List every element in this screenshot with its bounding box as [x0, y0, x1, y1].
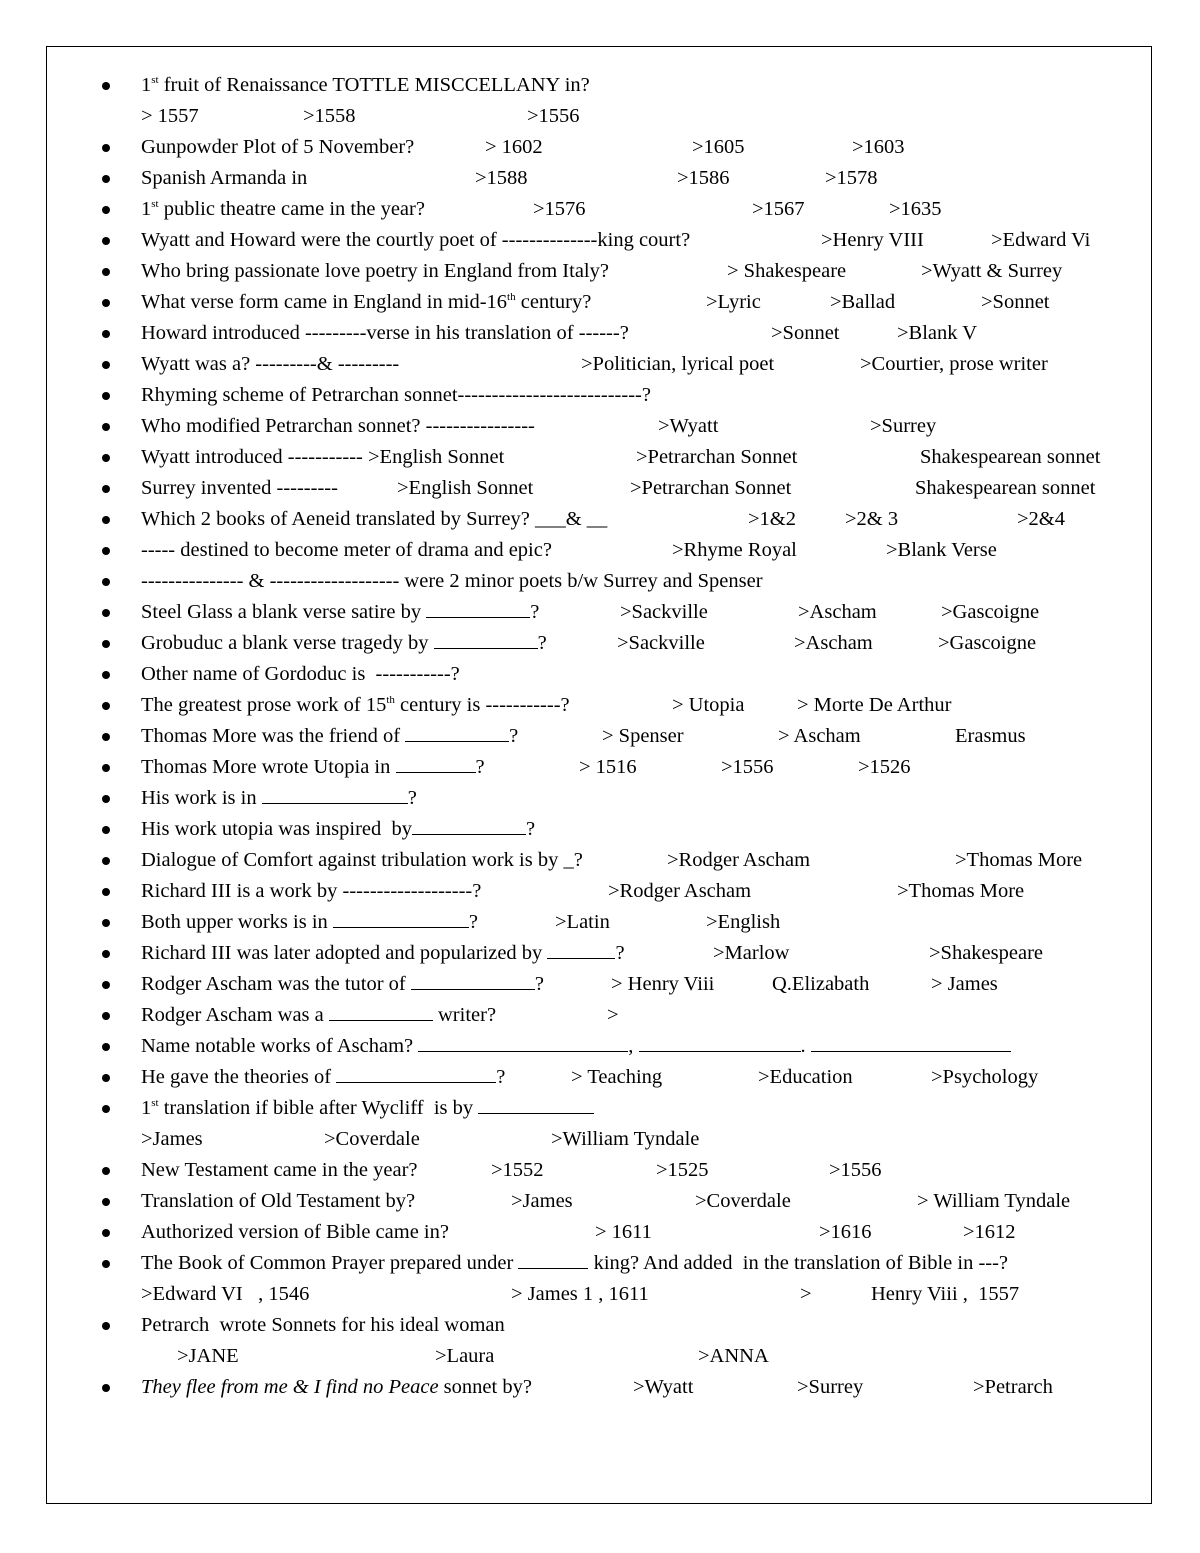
question-text: Authorized version of Bible came in? [141, 1221, 449, 1243]
bullet-icon [102, 640, 110, 648]
question-text: Rhyming scheme of Petrarchan sonnet---------------------------? [141, 384, 651, 406]
option-a: >Wyatt [658, 415, 719, 437]
question-38-options [0, 1341, 1200, 1372]
bullet-icon [102, 1384, 110, 1392]
question-text: ----- destined to become meter of drama and epic? [141, 539, 552, 561]
option-b: >Laura [435, 1345, 495, 1367]
bullet-icon [102, 1105, 110, 1113]
bullet-icon [102, 392, 110, 400]
option-c: >1556 [527, 105, 580, 127]
bullet-icon [102, 237, 110, 245]
bullet-icon [102, 1198, 110, 1206]
option-c: >ANNA [698, 1345, 769, 1367]
answer-blank [333, 909, 469, 928]
option-b: >Thomas More [897, 880, 1025, 902]
bullet-icon [102, 361, 110, 369]
option-a: >Edward VI , 1546 [141, 1283, 310, 1305]
question-1 [0, 70, 1200, 101]
question-19 [0, 659, 1200, 690]
bullet-icon [102, 578, 110, 586]
question-text: Rodger Ascham was a writer? [141, 1004, 497, 1026]
question-14 [0, 504, 1200, 535]
bullet-icon [102, 888, 110, 896]
question-29 [0, 969, 1200, 1000]
option-b: >1556 [721, 756, 774, 778]
option-c: >2&4 [1017, 508, 1066, 530]
bullet-icon [102, 733, 110, 741]
question-25 [0, 845, 1200, 876]
question-36 [0, 1217, 1200, 1248]
option-a: > Utopia [672, 694, 745, 716]
answer-blank [262, 785, 408, 804]
question-text: The greatest prose work of 15th century is -----------? [141, 694, 570, 716]
option-a: >1&2 [748, 508, 797, 530]
question-text: Thomas More wrote Utopia in ? [141, 756, 485, 778]
question-text: What verse form came in England in mid-16th century? [141, 291, 592, 313]
question-text: 1st translation if bible after Wycliff is by [141, 1093, 594, 1124]
question-text: Howard introduced ---------verse in his translation of ------? [141, 322, 629, 344]
bullet-icon [102, 175, 110, 183]
question-16 [0, 566, 1200, 597]
option-c: Erasmus [955, 725, 1026, 747]
option-a: > Teaching [571, 1066, 663, 1088]
option-b: >1616 [819, 1221, 872, 1243]
option-a: >Rhyme Royal [672, 539, 797, 561]
question-text: They flee from me & I find no Peace sonnet by? [141, 1376, 532, 1398]
option-b: >Surrey [797, 1376, 864, 1398]
question-31 [0, 1031, 1200, 1062]
option-c: >William Tyndale [551, 1128, 700, 1150]
option-a: > Spenser [602, 725, 684, 747]
question-text: Wyatt introduced ----------- >English Sonnet [141, 446, 505, 468]
question-text: The Book of Common Prayer prepared under king? And added in the translation of Bible in ---? [141, 1252, 1009, 1274]
bullet-icon [102, 950, 110, 958]
bullet-icon [102, 826, 110, 834]
option-a: > Shakespeare [727, 260, 847, 282]
option-a: > 1516 [579, 756, 637, 778]
option-b: >English [706, 911, 781, 933]
option-a: >Politician, lyrical poet [581, 353, 775, 375]
question-23 [0, 783, 1200, 814]
bullet-icon [102, 82, 110, 90]
answer-blank [518, 1250, 588, 1269]
option-b: >Coverdale [695, 1190, 791, 1212]
option-a: >Rodger Ascham [667, 849, 811, 871]
answer-blank [434, 630, 538, 649]
option-c: Shakespearean sonnet [915, 477, 1096, 499]
question-11 [0, 411, 1200, 442]
option-c: >Sonnet [981, 291, 1050, 313]
option-a: >Henry VIII [821, 229, 924, 251]
option-a: >Petrarchan Sonnet [636, 446, 798, 468]
option-a: >James [141, 1128, 203, 1150]
option-b: >Courtier, prose writer [860, 353, 1048, 375]
bullet-icon [102, 795, 110, 803]
bullet-icon [102, 454, 110, 462]
question-text: He gave the theories of ? [141, 1066, 506, 1088]
option-b: >1525 [656, 1159, 709, 1181]
bullet-icon [102, 919, 110, 927]
question-32 [0, 1062, 1200, 1093]
answer-blank [811, 1033, 1011, 1052]
question-text: His work is in ? [141, 787, 417, 809]
option-b: >Shakespeare [929, 942, 1044, 964]
question-text: 1st fruit of Renaissance TOTTLE MISCCELLANY in? [141, 74, 590, 96]
question-17 [0, 597, 1200, 628]
bullet-icon [102, 268, 110, 276]
bullet-icon [102, 299, 110, 307]
option-a: >Latin [555, 911, 610, 933]
option-a: >Lyric [706, 291, 761, 313]
option-a: > [607, 1004, 619, 1026]
question-39 [0, 1372, 1200, 1403]
option-a: >1576 [533, 198, 586, 220]
option-a: > 1611 [595, 1221, 652, 1243]
option-b: >Blank Verse [886, 539, 997, 561]
question-24 [0, 814, 1200, 845]
question-text: Richard III was later adopted and popularized by ? [141, 942, 625, 964]
bullet-icon [102, 1229, 110, 1237]
option-c: > James [931, 973, 998, 995]
question-20 [0, 690, 1200, 721]
option-a: >James [511, 1190, 573, 1212]
answer-blank [405, 723, 509, 742]
question-38 [0, 1310, 1200, 1341]
question-15 [0, 535, 1200, 566]
option-a: >1588 [475, 167, 528, 189]
question-text: Translation of Old Testament by? [141, 1190, 416, 1212]
option-a: >Wyatt [633, 1376, 694, 1398]
question-text: Thomas More was the friend of ? [141, 725, 519, 747]
question-text: Richard III is a work by -------------------? [141, 880, 482, 902]
option-b: >Coverdale [324, 1128, 420, 1150]
question-6 [0, 256, 1200, 287]
question-text: --------------- & ------------------- were 2 minor poets b/w Surrey and Spenser [141, 570, 763, 592]
question-3 [0, 163, 1200, 194]
bullet-icon [102, 423, 110, 431]
question-text: Spanish Armanda in [141, 167, 308, 189]
question-26 [0, 876, 1200, 907]
bullet-icon [102, 857, 110, 865]
question-8 [0, 318, 1200, 349]
option-b: Shakespearean sonnet [920, 446, 1101, 468]
option-a: > Henry Viii [611, 973, 715, 995]
question-12 [0, 442, 1200, 473]
option-b: >Education [758, 1066, 853, 1088]
question-text: Other name of Gordoduc is -----------? [141, 663, 460, 685]
option-b: >Petrarchan Sonnet [630, 477, 792, 499]
question-21 [0, 721, 1200, 752]
option-c: >1526 [858, 756, 911, 778]
bullet-icon [102, 206, 110, 214]
question-text: New Testament came in the year? [141, 1159, 418, 1181]
option-c: >Psychology [931, 1066, 1039, 1088]
option-b: >Ascham [798, 601, 877, 623]
option-b: >Wyatt & Surrey [921, 260, 1063, 282]
option-b: >Blank V [897, 322, 978, 344]
question-text: Dialogue of Comfort against tribulation work is by _? [141, 849, 583, 871]
question-text: Steel Glass a blank verse satire by ? [141, 601, 540, 623]
bullet-icon [102, 1167, 110, 1175]
question-37 [0, 1248, 1200, 1279]
question-35 [0, 1186, 1200, 1217]
bullet-icon [102, 144, 110, 152]
bullet-icon [102, 981, 110, 989]
option-b: >Ascham [794, 632, 873, 654]
bullet-icon [102, 1322, 110, 1330]
option-b: > Ascham [778, 725, 861, 747]
option-c: >1603 [852, 136, 905, 158]
question-33 [0, 1093, 1200, 1124]
answer-blank [412, 816, 526, 835]
answer-blank [411, 971, 535, 990]
bullet-icon [102, 1260, 110, 1268]
option-a: >Sonnet [771, 322, 840, 344]
question-9 [0, 349, 1200, 380]
question-text: Surrey invented --------- [141, 477, 338, 499]
option-b: >1567 [752, 198, 805, 220]
option-a: >Sackville [617, 632, 705, 654]
option-b: >Ballad [830, 291, 896, 313]
question-text: Which 2 books of Aeneid translated by Surrey? ___& __ [141, 508, 608, 530]
question-2 [0, 132, 1200, 163]
question-37-options [0, 1279, 1200, 1310]
option-c: >Gascoigne [941, 601, 1040, 623]
question-18 [0, 628, 1200, 659]
option-b: > James 1 , 1611 [511, 1283, 649, 1305]
question-28 [0, 938, 1200, 969]
bullet-icon [102, 764, 110, 772]
answer-blank [396, 754, 476, 773]
question-text: Wyatt was a? ---------& --------- [141, 353, 400, 375]
option-c: >1612 [963, 1221, 1016, 1243]
option-c-text: Henry Viii , 1557 [871, 1283, 1020, 1305]
option-c: >Petrarch [973, 1376, 1053, 1398]
option-c: > William Tyndale [917, 1190, 1071, 1212]
option-c: >1556 [829, 1159, 882, 1181]
option-b: Q.Elizabath [772, 973, 870, 995]
question-33-options [0, 1124, 1200, 1155]
question-text: Gunpowder Plot of 5 November? [141, 136, 415, 158]
option-b: >Edward Vi [991, 229, 1091, 251]
option-b: >2& 3 [845, 508, 899, 530]
answer-blank [639, 1033, 801, 1052]
question-4 [0, 194, 1200, 225]
answer-blank [478, 1095, 594, 1114]
answer-blank [336, 1064, 496, 1083]
option-a: >Marlow [713, 942, 790, 964]
option-a: >1552 [491, 1159, 544, 1181]
bullet-icon [102, 1043, 110, 1051]
option-b: >Thomas More [955, 849, 1083, 871]
option-c: >1578 [825, 167, 878, 189]
option-b: >1558 [303, 105, 356, 127]
bullet-icon [102, 330, 110, 338]
question-13 [0, 473, 1200, 504]
question-10 [0, 380, 1200, 411]
question-5 [0, 225, 1200, 256]
question-text: Both upper works is in ? [141, 911, 479, 933]
answer-blank [418, 1033, 628, 1052]
question-27 [0, 907, 1200, 938]
question-22 [0, 752, 1200, 783]
bullet-icon [102, 516, 110, 524]
question-7 [0, 287, 1200, 318]
question-text: Petrarch wrote Sonnets for his ideal woman [141, 1314, 505, 1336]
question-text: Name notable works of Ascham? , . [141, 1031, 1011, 1062]
option-b: >Surrey [870, 415, 937, 437]
question-1-options [0, 101, 1200, 132]
option-a: >Rodger Ascham [608, 880, 752, 902]
question-text: Grobuduc a blank verse tragedy by ? [141, 632, 547, 654]
question-text: Who bring passionate love poetry in England from Italy? [141, 260, 609, 282]
option-a: >Sackville [620, 601, 708, 623]
option-a: >JANE [177, 1345, 239, 1367]
bullet-icon [102, 1012, 110, 1020]
question-text: Who modified Petrarchan sonnet? ---------------- [141, 415, 535, 437]
bullet-icon [102, 609, 110, 617]
question-34 [0, 1155, 1200, 1186]
bullet-icon [102, 671, 110, 679]
option-a: >English Sonnet [397, 477, 534, 499]
question-text: His work utopia was inspired by ? [141, 818, 536, 840]
bullet-icon [102, 702, 110, 710]
question-30 [0, 1000, 1200, 1031]
option-b: >1605 [692, 136, 745, 158]
option-c: > [800, 1283, 812, 1305]
bullet-icon [102, 547, 110, 555]
answer-blank [547, 940, 615, 959]
answer-blank [329, 1002, 433, 1021]
bullet-icon [102, 1074, 110, 1082]
question-text: Rodger Ascham was the tutor of ? [141, 973, 544, 995]
option-a: > 1557 [141, 105, 199, 127]
answer-blank [426, 599, 530, 618]
option-b: >1586 [677, 167, 730, 189]
question-text: Wyatt and Howard were the courtly poet of --------------king court? [141, 229, 691, 251]
option-a: > 1602 [485, 136, 543, 158]
option-b: > Morte De Arthur [797, 694, 952, 716]
option-c: >1635 [889, 198, 942, 220]
bullet-icon [102, 485, 110, 493]
option-c: >Gascoigne [938, 632, 1037, 654]
question-text: 1st public theatre came in the year? [141, 198, 425, 220]
